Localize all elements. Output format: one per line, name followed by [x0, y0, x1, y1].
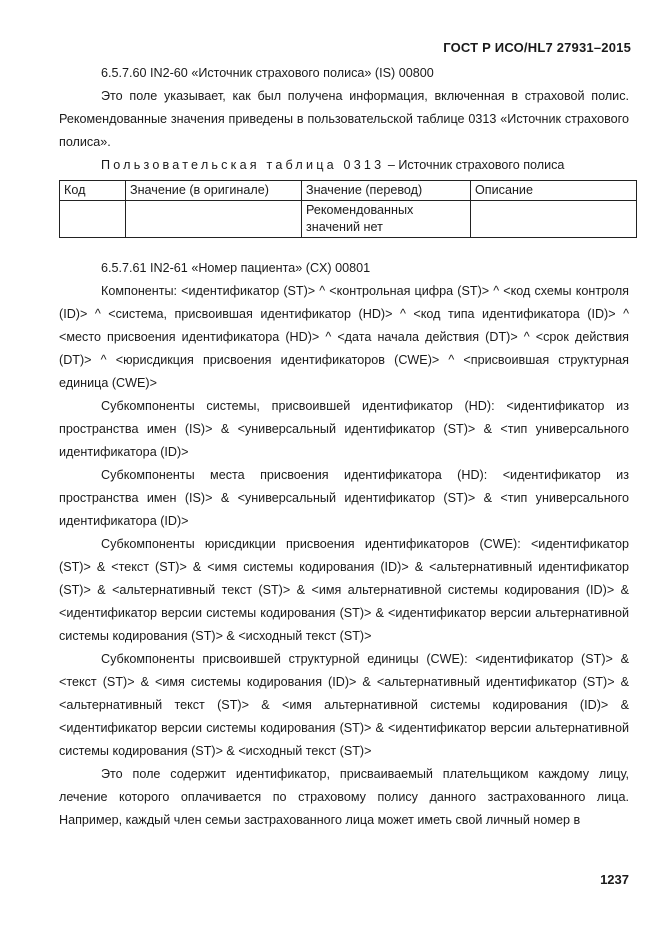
table-caption-number: Пользовательская таблица 0313 [101, 158, 385, 172]
table-header-row [60, 181, 637, 201]
table-cell [126, 201, 302, 238]
table-cell: Рекомендованных значений нет [302, 201, 471, 238]
table-header-cell: Значение (в оригинале) [126, 181, 302, 201]
section-paragraph: Компоненты: <идентификатор (ST)> ^ <контрольная цифра (ST)> ^ <код схемы контроля (ID)> ^ <система, присвоившая идентификатор (HD)> ^ <код типа идентификатора (ID)> ^ <место присвоения идентификатора (HD)> ^ <дата начала действия (DT)> ^ <срок действия (DT)> ^ <юрисдикция присвоения идентификаторов (CWE)> ^ <присвоившая структурная единица (CWE)> [59, 284, 629, 390]
user-table-0313 [59, 180, 637, 238]
section-paragraph: Субкомпоненты системы, присвоившей идентификатор (HD): <идентификатор из пространства имен (IS)> & <универсальный идентификатор (ST)> & <тип универсального идентификатора (ID)> [59, 399, 629, 459]
table-cell [471, 201, 637, 238]
section-heading-61: 6.5.7.61 IN2-61 «Номер пациента» (CX) 00801 [101, 261, 371, 275]
table-header-cell: Описание [471, 181, 637, 201]
table-cell [60, 201, 126, 238]
table-header-cell: Код [60, 181, 126, 201]
section-paragraph: Субкомпоненты юрисдикции присвоения идентификаторов (CWE): <идентификатор (ST)> & <текст (ST)> & <имя системы кодирования (ID)> & <альтернативный идентификатор (ST)> & <альтернативный текст (ST)> & <имя альтернативной системы кодирования (ID)> & <идентификатор версии системы кодирования (ST)> & <идентификатор версии альтернативной системы кодирования (ST)> & <исходный текст (ST)> [59, 537, 629, 643]
section-heading-60: 6.5.7.60 IN2-60 «Источник страхового полиса» (IS) 00800 [101, 66, 434, 80]
table-row [60, 201, 637, 238]
section-paragraph: Это поле содержит идентификатор, присваиваемый плательщиком каждому лицу, лечение которого оплачивается по страховому полису данного застрахованного лица. Например, каждый член семьи застрахованного лица может иметь свой личный номер в [59, 767, 629, 827]
table-header-cell: Значение (перевод) [302, 181, 471, 201]
table-caption [59, 154, 629, 177]
section-paragraph: Субкомпоненты места присвоения идентификатора (HD): <идентификатор из пространства имен (IS)> & <универсальный идентификатор (ST)> & <тип универсального идентификатора (ID)> [59, 468, 629, 528]
section-spacer [59, 238, 629, 257]
section-paragraph: Субкомпоненты присвоившей структурной единицы (CWE): <идентификатор (ST)> & <текст (ST)> & <имя системы кодирования (ID)> & <альтернативный идентификатор (ST)> & <альтернативный текст (ST)> & <имя альтернативной системы кодирования (ID)> & <идентификатор версии системы кодирования (ST)> & <идентификатор версии альтернативной системы кодирования (ST)> & <исходный текст (ST)> [59, 652, 629, 758]
section-paragraph-60: Это поле указывает, как был получена информация, включенная в страховой полис. Рекомендованные значения приведены в пользовательской таблице 0313 «Источник страхового полиса». [59, 89, 629, 149]
table-caption-title: – Источник страхового полиса [384, 158, 565, 172]
page-content [59, 62, 629, 832]
document-header: ГОСТ Р ИСО/HL7 27931–2015 [443, 40, 631, 55]
page-number: 1237 [600, 872, 629, 887]
